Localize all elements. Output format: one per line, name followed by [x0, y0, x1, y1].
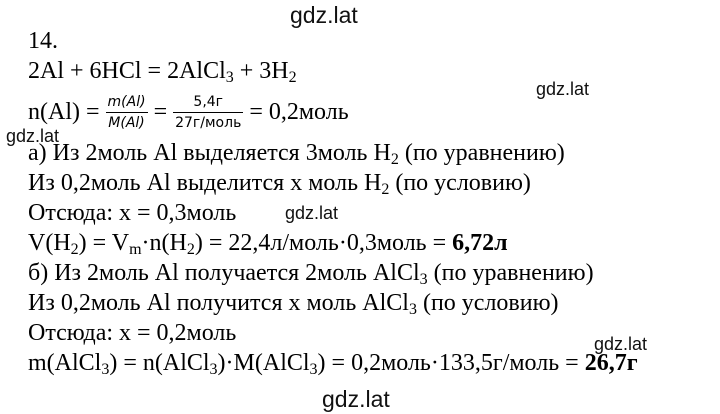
part-a-line-1 [28, 138, 565, 168]
part-b-line-4-sub-3: 3 [309, 361, 318, 378]
part-b-line-4-b: ) = n(AlCl [109, 350, 210, 376]
part-a-line-4-c: ·n(H [141, 230, 187, 256]
part-b-line-2-sub: 3 [408, 301, 417, 318]
fraction-2-denominator: 27г/моль [175, 114, 242, 131]
watermark-middle: gdz.lat [285, 203, 339, 223]
watermark-left: gdz.lat [6, 126, 60, 146]
part-b-line-2-text: Из 0,2моль Al получится x моль AlCl [28, 290, 409, 316]
part-b-line-3: Отсюда: x = 0,2моль [28, 320, 237, 346]
part-b-line-4-d: ) = 0,2моль·133,5г/моль = [317, 350, 585, 376]
part-a-answer: 6,72л [452, 230, 508, 256]
part-a-line-2-post: (по условию) [389, 170, 531, 196]
fraction-values [173, 95, 243, 130]
n-al-result: = 0,2моль [249, 99, 349, 125]
part-b-line-1-post: (по уравнению) [427, 260, 594, 286]
part-a-line-4 [28, 228, 508, 258]
reaction-equation [28, 56, 297, 86]
fraction-1-denominator: M(Al) [108, 114, 145, 131]
watermark-bottom: gdz.lat [322, 386, 390, 412]
part-b-line-4 [28, 348, 638, 378]
part-a-line-1-post: (по уравнению) [398, 140, 565, 166]
part-a-line-1-text: а) Из 2моль Al выделяется 3моль H [28, 140, 391, 166]
part-b-answer: 26,7г [584, 350, 638, 376]
task-number: 14. [28, 28, 58, 54]
fraction-mass-over-molar [106, 95, 148, 130]
part-a-line-1-sub: 2 [390, 151, 399, 168]
part-b-line-4-a: m(AlCl [28, 350, 102, 376]
part-a-line-3: Отсюда: x = 0,3моль [28, 200, 237, 226]
part-a-line-2-sub: 2 [381, 181, 390, 198]
amount-of-aluminium [28, 90, 349, 134]
part-a-line-4-sub-2: m [129, 241, 142, 258]
part-b-line-1-sub: 3 [419, 271, 428, 288]
part-b-line-4-sub-1: 3 [101, 361, 110, 378]
equation-sub-1: 3 [225, 69, 234, 86]
part-a-line-4-a: V(H [28, 230, 71, 256]
part-b-line-1-text: б) Из 2моль Al получается 2моль AlCl [28, 260, 420, 286]
part-a-line-4-sub-1: 2 [70, 241, 79, 258]
part-b-line-2-post: (по условию) [416, 290, 559, 316]
part-a-line-2 [28, 168, 531, 198]
fraction-2-numerator: 5,4г [193, 93, 224, 110]
watermark-top: gdz.lat [290, 2, 358, 28]
part-b-line-4-sub-2: 3 [209, 361, 218, 378]
part-a-line-2-text: Из 0,2моль Al выделится x моль H [28, 170, 382, 196]
part-a-line-4-b: ) = V [78, 230, 130, 256]
watermark-right-upper: gdz.lat [536, 79, 590, 99]
part-b-line-2 [28, 288, 559, 318]
part-a-line-4-d: ) = 22,4л/моль·0,3моль = [194, 230, 453, 256]
part-a-line-4-sub-3: 2 [186, 241, 195, 258]
fraction-1-numerator: m(Al) [107, 93, 146, 110]
equation-left: 2Al + 6HCl = 2AlCl [28, 58, 226, 84]
equation-mid: + 3H [233, 58, 289, 84]
equation-sub-2: 2 [288, 69, 297, 86]
part-b-line-1 [28, 258, 594, 288]
n-al-equals: = [153, 99, 168, 125]
watermark-right-lower: gdz.lat [594, 334, 648, 354]
n-al-lhs: n(Al) = [28, 99, 100, 125]
part-b-line-4-c: )·M(AlCl [217, 350, 310, 376]
